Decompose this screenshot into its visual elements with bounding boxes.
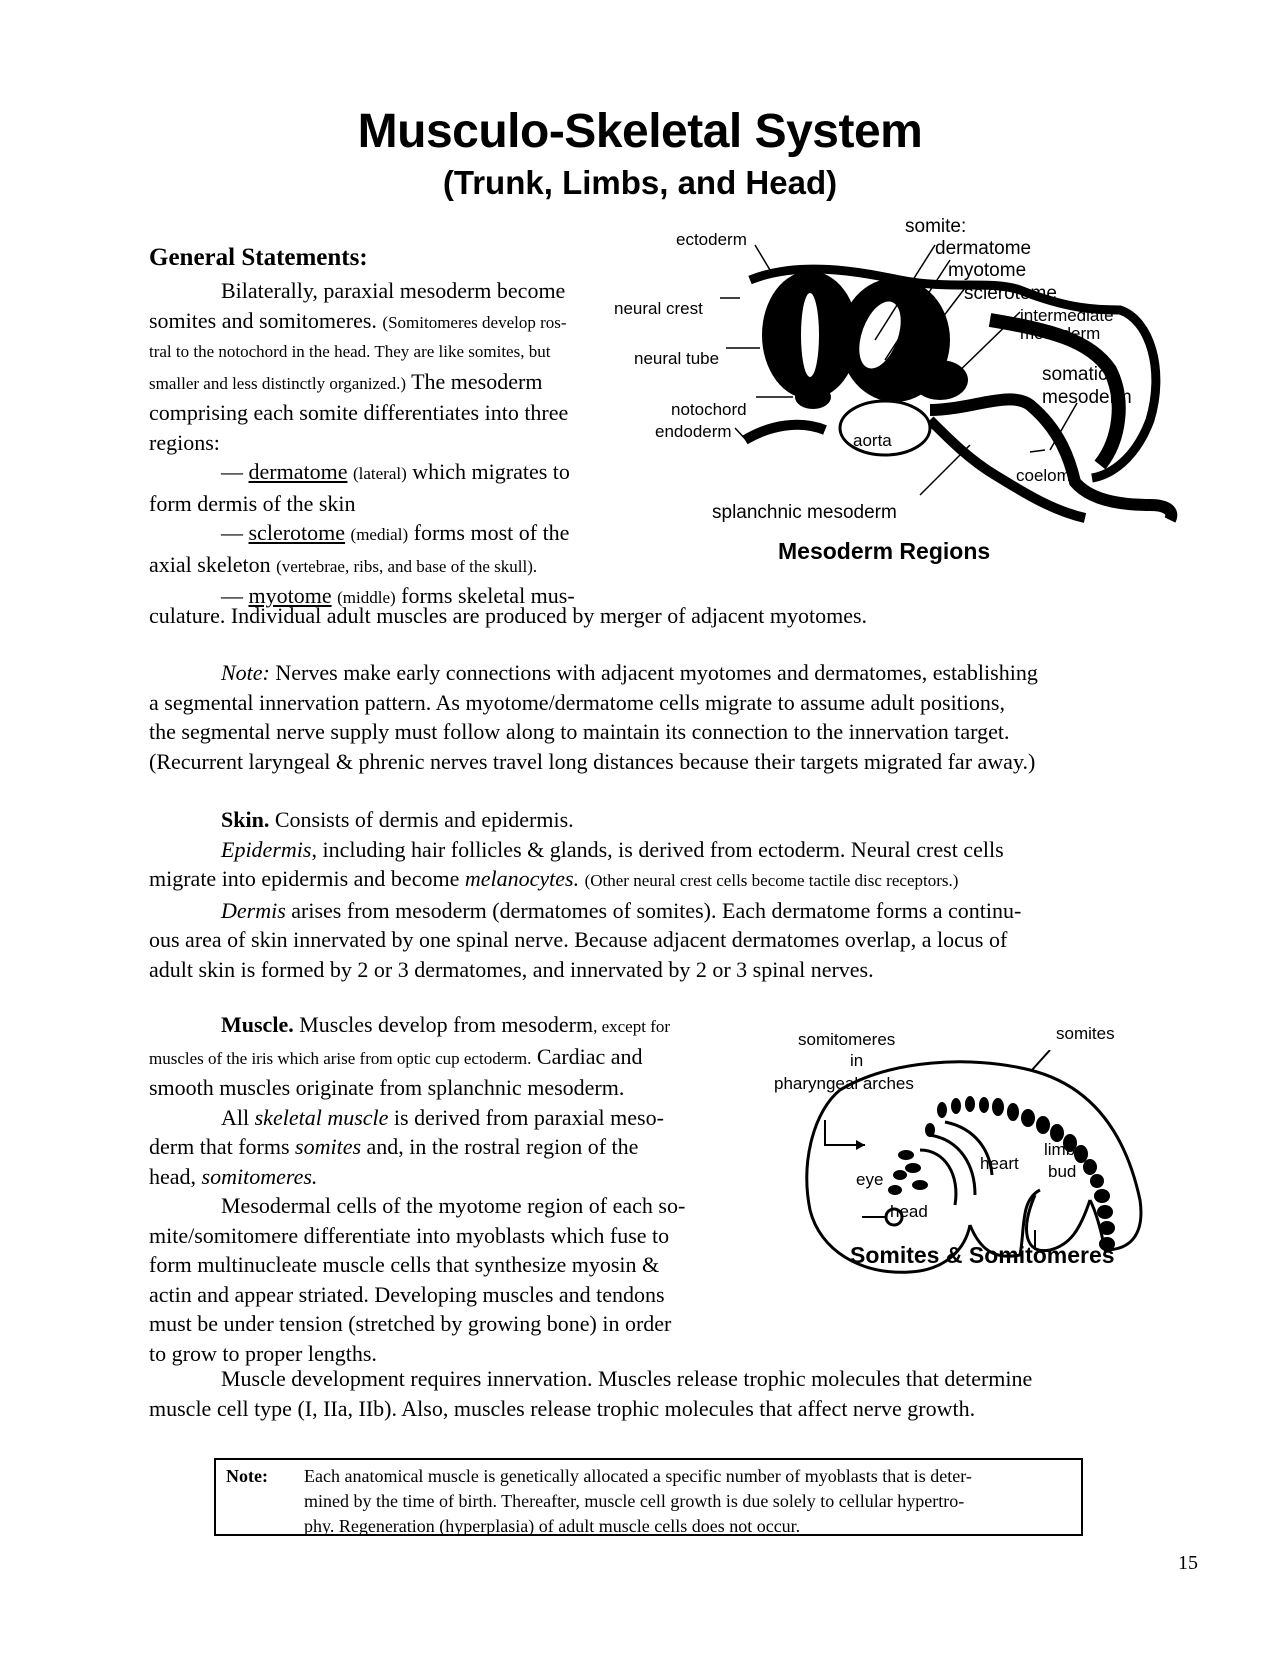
text-line: forms skeletal mus-: [401, 583, 575, 608]
text-line: the segmental nerve supply must follow along to maintain its connection to the innervation target.: [149, 719, 1010, 744]
dash: —: [221, 459, 243, 484]
text-line: muscle cell type (I, IIa, IIb). Also, muscles release trophic molecules that affect nerve growth.: [149, 1395, 976, 1421]
label-somite: somite:: [905, 216, 967, 237]
label-notochord: notochord: [671, 400, 747, 419]
note-box: [214, 1458, 1083, 1536]
term-sclerotome: sclerotome: [248, 520, 346, 545]
text-line: (Recurrent laryngeal & phrenic nerves travel long distances because their targets migrated far away.): [149, 748, 1036, 774]
text-line: somites and somitomeres.: [149, 307, 377, 333]
text-line: , including hair follicles & glands, is derived from ectoderm. Neural crest cells: [311, 836, 1004, 862]
text-line: forms most of the: [413, 520, 570, 545]
text-line: Cardiac and: [536, 1043, 643, 1069]
page-number: 15: [1178, 1552, 1198, 1574]
leader-intermediate: [950, 312, 1020, 380]
text-line: Each anatomical muscle is genetically allocated a specific number of myoblasts that is deter-: [304, 1466, 972, 1486]
label-somites: somites: [1056, 1024, 1115, 1043]
figure-caption-mesoderm: Mesoderm Regions: [778, 538, 991, 564]
note-paragraph: [149, 658, 1038, 776]
leader-coelom: [1030, 450, 1045, 452]
label-head: head: [890, 1202, 928, 1221]
term-dermatome: dermatome: [248, 459, 348, 484]
arch-1: [920, 1150, 956, 1205]
text-line: tral to the notochord in the head. They are like somites, but: [149, 342, 551, 361]
label-bud: bud: [1048, 1162, 1077, 1181]
text-line: (vertebrae, ribs, and base of the skull).: [276, 556, 538, 576]
term-skeletal-muscle: skeletal muscle: [254, 1104, 389, 1130]
somites-figure: [770, 1024, 1170, 1310]
text-line: is derived from paraxial meso-: [393, 1104, 664, 1130]
mesoderm-regions-figure: [614, 216, 1200, 580]
section-heading: General Statements:: [149, 244, 368, 271]
text-line: Muscles develop from mesoderm: [299, 1012, 594, 1037]
general-last-line: culature. Individual adult muscles are produced by merger of adjacent myotomes.: [149, 603, 868, 628]
text-line: Mesodermal cells of the myotome region of each so-: [221, 1193, 686, 1218]
general-block: [149, 276, 669, 613]
text-line: arises from mesoderm (dermatomes of somites). Each dermatome forms a continu-: [291, 897, 1022, 923]
text-line: (medial): [350, 525, 409, 544]
notochord-shape: [795, 385, 831, 409]
text-line: The mesoderm: [411, 368, 543, 394]
label-coelom: coelom: [1016, 466, 1071, 485]
muscle-last-paragraph: [149, 1364, 1032, 1423]
text-line: migrate into epidermis and become: [149, 866, 460, 891]
dash: —: [221, 583, 243, 608]
label-dermatome: dermatome: [935, 238, 1032, 259]
text-line: form dermis of the skin: [149, 490, 356, 516]
leader-splanchnic: [920, 445, 970, 495]
term-epidermis: Epidermis: [221, 836, 312, 862]
muscle-section: [149, 1010, 749, 1368]
text-line: All: [221, 1104, 250, 1130]
note-label: Note:: [221, 660, 270, 685]
text-line: axial skeleton: [149, 551, 271, 577]
term-melanocytes: melanocytes.: [464, 866, 580, 891]
term-somitomeres: somitomeres.: [201, 1163, 318, 1189]
text-line: smaller and less distinctly organized.): [149, 373, 406, 393]
text-line: head,: [149, 1163, 197, 1189]
text-line: must be under tension (stretched by growing bone) in order: [149, 1311, 672, 1336]
label-sclerotome: sclerotome: [964, 283, 1057, 304]
text-line: (middle): [337, 588, 396, 607]
page-title: Musculo-Skeletal System: [357, 105, 923, 158]
text-line: Muscle development requires innervation. Muscles release trophic molecules that determine: [221, 1366, 1033, 1391]
muscle-heading: Muscle.: [221, 1012, 294, 1037]
dash: —: [221, 520, 243, 545]
label-endoderm: endoderm: [655, 422, 732, 441]
label-somitomeres: somitomeres: [798, 1030, 896, 1049]
arrow-head-icon: [856, 1140, 865, 1150]
label-in: in: [850, 1051, 864, 1070]
intermediate-mesoderm-shape: [912, 360, 968, 400]
text-line: (Other neural crest cells become tactile disc receptors.): [584, 871, 959, 890]
endoderm-band: [745, 425, 825, 440]
label-ectoderm: ectoderm: [676, 230, 747, 249]
label-splanchnic: splanchnic mesoderm: [712, 502, 897, 523]
page-subtitle: (Trunk, Limbs, and Head): [442, 164, 838, 201]
text-line: to grow to proper lengths.: [149, 1340, 377, 1366]
notebox-text: [304, 1464, 1064, 1539]
label-heart: heart: [980, 1154, 1019, 1173]
text-line: smooth muscles originate from splanchnic mesoderm.: [149, 1075, 625, 1100]
label-neural-crest: neural crest: [614, 299, 703, 318]
term-somites: somites: [295, 1134, 362, 1159]
leader-ectoderm: [755, 245, 770, 270]
label-neural-tube: neural tube: [634, 349, 720, 368]
text-line: , except for: [593, 1017, 671, 1036]
text-line: comprising each somite differentiates into three: [149, 400, 569, 425]
text-line: (Somitomeres develop ros-: [382, 312, 567, 332]
text-line: actin and appear striated. Developing muscles and tendons: [149, 1281, 665, 1307]
text-line: Bilaterally, paraxial mesoderm become: [221, 278, 566, 303]
label-intermediate-1: intermediate: [1020, 306, 1114, 325]
skin-heading: Skin.: [221, 807, 270, 832]
text-line: regions:: [149, 429, 220, 455]
text-line: (lateral): [352, 464, 407, 483]
text-line: Consists of dermis and epidermis.: [274, 807, 574, 832]
text-line: derm that forms: [149, 1134, 290, 1159]
skin-section: [149, 805, 1021, 984]
text-line: ous area of skin innervated by one spinal nerve. Because adjacent dermatomes overlap, a locus of: [149, 927, 1008, 952]
notebox-label: Note:: [226, 1466, 268, 1486]
label-myotome: myotome: [948, 260, 1027, 281]
figure-caption-somites: Somites & Somitomeres: [850, 1242, 1115, 1268]
neural-canal: [801, 293, 819, 377]
text-line: phy. Regeneration (hyperplasia) of adult muscle cells does not occur.: [304, 1516, 801, 1536]
label-pharyngeal: pharyngeal arches: [774, 1074, 914, 1093]
label-limb: limb: [1044, 1140, 1076, 1159]
text-line: adult skin is formed by 2 or 3 dermatomes, and innervated by 2 or 3 spinal nerves.: [149, 956, 874, 982]
arch-2: [930, 1135, 975, 1195]
label-aorta: aorta: [853, 431, 892, 450]
text-line: and, in the rostral region of the: [366, 1134, 639, 1159]
text-line: muscles of the iris which arise from optic cup ectoderm.: [149, 1048, 532, 1068]
term-dermis: Dermis: [221, 897, 286, 923]
text-line: which migrates to: [412, 459, 570, 484]
text-line: mined by the time of birth. Thereafter, muscle cell growth is due solely to cellular hypertro-: [304, 1491, 965, 1511]
text-line: mite/somitomere differentiate into myoblasts which fuse to: [149, 1222, 670, 1248]
label-somatic-1: somatic: [1042, 364, 1108, 385]
label-somatic-2: mesoderm: [1042, 387, 1132, 408]
term-myotome: myotome: [248, 583, 332, 608]
label-eye: eye: [856, 1170, 884, 1189]
label-intermediate-2: mesoderm: [1020, 324, 1101, 343]
leader-somitomeres: [825, 1120, 865, 1145]
text-line: form multinucleate muscle cells that synthesize myosin &: [149, 1252, 660, 1277]
leader-somites: [1032, 1050, 1050, 1070]
text-line: Nerves make early connections with adjacent myotomes and dermatomes, establishing: [275, 660, 1038, 685]
general-heading: [149, 243, 368, 273]
text-line: a segmental innervation pattern. As myotome/dermatome cells migrate to assume adult positions,: [149, 689, 1005, 715]
